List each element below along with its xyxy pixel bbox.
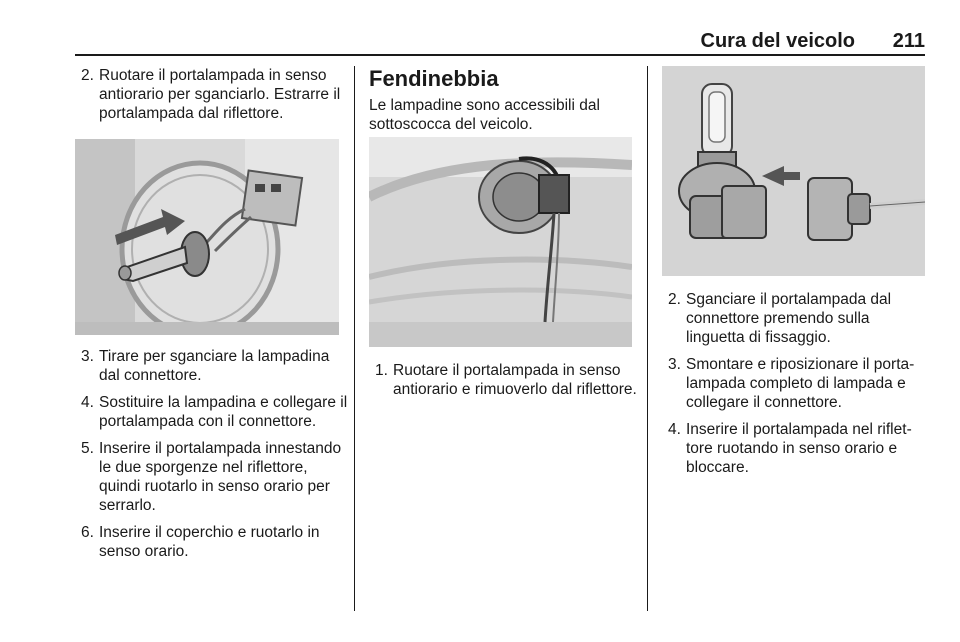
step-item	[662, 420, 926, 477]
column-1-bottom	[75, 347, 351, 569]
step-item	[75, 439, 351, 515]
page-header	[75, 30, 925, 52]
page-number: 211	[892, 30, 925, 52]
section-title: Cura del veicolo	[700, 30, 855, 52]
step-text: Inserire il coperchio e ruotarlo in senso orario.	[99, 524, 320, 560]
step-item	[75, 66, 345, 123]
figure-headlamp-bulb	[75, 139, 339, 335]
step-item	[75, 523, 351, 561]
column-3-text	[662, 290, 926, 485]
step-text: Ruotare il portalampada in senso antiorario e rimuoverlo dal riflettore.	[393, 362, 637, 398]
step-number: 5.	[81, 440, 94, 457]
step-text: Sganciare il portalampada dal connettore premendo sulla linguetta di fissaggio.	[686, 291, 892, 346]
column-2-bottom	[369, 361, 637, 407]
step-number: 6.	[81, 524, 94, 541]
figure-fog-bulb-connector	[662, 66, 925, 276]
step-text: Tirare per sganciare la lampadina dal connettore.	[99, 348, 330, 384]
intro-text: Le lampadine sono accessibili dal sottoscocca del veicolo.	[369, 97, 600, 133]
step-text: Sostituire la lampadina e collegare il portalampada con il connettore.	[99, 394, 348, 430]
step-number: 2.	[668, 291, 681, 308]
step-number: 4.	[81, 394, 94, 411]
step-number: 4.	[668, 421, 681, 438]
figure-fog-lamp	[369, 137, 632, 347]
step-text: Inserire il portalampada innestando le due sporgenze nel riflettore, quindi ruotarlo in senso orario per serrarlo.	[99, 440, 342, 514]
section-heading: Fendinebbia	[369, 66, 499, 91]
step-item	[369, 361, 637, 399]
step-number: 1.	[375, 362, 388, 379]
column-divider	[354, 66, 355, 611]
step-number: 3.	[81, 348, 94, 365]
column-1-top	[75, 66, 345, 131]
step-item	[75, 393, 351, 431]
column-divider	[647, 66, 648, 611]
step-item	[662, 355, 926, 412]
step-number: 3.	[668, 356, 681, 373]
step-text: Ruotare il portalampada in senso antiorario per sganciarlo. Estrarre il portalampada dal riflettore.	[99, 67, 341, 122]
step-item	[75, 347, 351, 385]
step-number: 2.	[81, 67, 94, 84]
step-item	[662, 290, 926, 347]
header-rule	[75, 54, 925, 56]
step-text: Smontare e riposizionare il portalampada completo di lampada e collegare il connettore.	[686, 356, 915, 411]
column-2-top	[369, 66, 637, 134]
step-text: Inserire il portalampada nel riflettore ruotando in senso orario e bloccare.	[686, 421, 912, 476]
